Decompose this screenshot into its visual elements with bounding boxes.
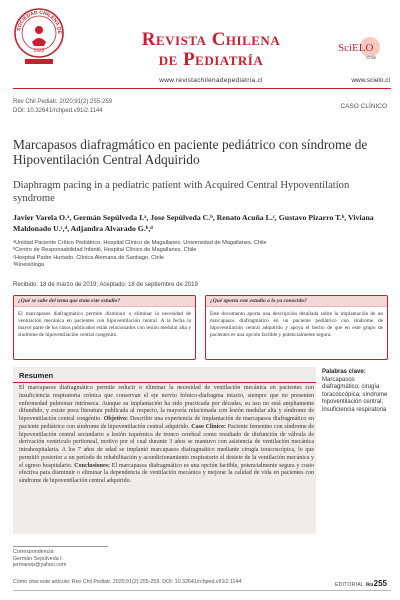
contribution-body: Este documento aporta una descripción detallada sobre la implantación de un marcapasos diafragmático en un paciente pediátrico con síndrome de hipoventilación central adquirido y apoya el hecho de que en este grupo de pacientes es una opción factible y potencialmente segura.	[210, 311, 383, 338]
journal-reference: Rev Chil Pediatr. 2020;91(2):255-259	[13, 99, 113, 105]
page-number: 255	[373, 579, 387, 588]
abstract-divider	[13, 382, 316, 383]
svg-text:SOCIEDAD CHILENA DE PEDIATRIA: SOCIEDAD CHILENA DE	[16, 9, 63, 35]
contribution-heading: ¿Qué aporta este estudio a lo ya conocido?	[206, 296, 387, 307]
article-title-english: Diaphragm pacing in a pediatric patient with Acquired Central Hypoventilation syndrome	[13, 180, 350, 204]
journal-url[interactable]: www.revistachilenadepediatria.cl	[159, 77, 263, 84]
contribution-box	[205, 295, 388, 360]
affiliation-item: ᵃUnidad Paciente Crítico Pediátrico, Hospital Clínico de Magallanes. Universidad de Magallanes. Chile	[13, 240, 267, 246]
correspondence-block	[13, 549, 66, 569]
affiliation-item: ᵈKinesióloga	[13, 262, 45, 269]
keywords-panel	[322, 367, 394, 414]
svg-text:SciELO: SciELO	[338, 42, 374, 54]
header-divider	[13, 88, 391, 89]
section-label: CASO CLÍNICO	[340, 103, 387, 110]
journal-title: Revista Chilena de Pediatría	[141, 29, 281, 70]
svg-text:Chile: Chile	[366, 55, 377, 60]
received-accepted-dates: Recibido: 18 de marzo de 2019; Aceptado: 18 de septiembre de 2019	[13, 282, 198, 288]
known-topic-body: El marcapasos diafragmático permite disminuir o eliminar la necesidad de ventilación mecánica en pacientes con hipoventilación central. A la fecha la mayor parte de los casos publicados están relacionados con lesión medular alta y síndrome de hipoventilación central congénito.	[18, 311, 191, 338]
affiliation-item: ᶜHospital Padre Hurtado. Clínica Alemana de Santiago. Chile	[13, 254, 164, 261]
publisher-logo: EDITORIAL iku	[335, 582, 374, 588]
correspondence-email[interactable]: jermanep@yahoo.com	[13, 562, 67, 569]
scielo-logo	[336, 34, 384, 64]
objective-label: Objetivo:	[103, 416, 129, 422]
known-topic-box	[13, 295, 196, 360]
society-seal-logo	[13, 6, 65, 66]
abstract-heading: Resumen	[19, 371, 54, 380]
article-title-spanish: Marcapasos diafragmático en paciente pediátrico con síndrome de Hipoventilación Central Adquirido	[13, 137, 368, 167]
abstract-body: El marcapasos diafragmático permite reducir o eliminar la necesidad de ventilación mecánica en pacientes con insuficiencia respiratoria crónica que conservan el eje nervio frénico-diafragma intacto, siempre que no presenten enfermedad pulmonar intrínseca. Aunque su implantación ha sido practicada por décadas, su uso no está ampliamente difundido, y existe poca literatura publicada al respecto, la mayoría relacionada con lesión medular alta y síndrome de hipoventilación central congénito. Objetivo: Describir una experiencia de implantación de marcapasos diafragmático en paciente pediátrico con síndrome de hipoventilación central adquirido. Caso Clínico: Paciente femenino con síndrome de hipoventilación central secundario a lesión isquémica de tronco cerebral como resultado de disfunción de válvula de derivación ventrículo peritoneal, motivo por el cual durante 3 años se mantuvo con asistencia de ventilación mecánica intrahospitalaria. A los 7 años de edad se implantó marcapasos diafragmático mediante cirugía toracoscópica, lo que permitió posterior a un período de rehabilitación y acondicionamiento respiratorio el destete de la ventilación mecánica y el egreso hospitalario. Conclusiones: El marcapasos diafragmático es una opción factible, potencialmente segura y costo efectiva para disminuir o eliminar la dependencia de ventilación mecánica y mejorar la calidad de vida en pacientes con síndrome de hipoventilación central adquirido.	[19, 385, 315, 484]
correspondence-name: Germán Sepúlveda I.	[13, 555, 64, 562]
footer-divider	[13, 590, 391, 591]
conclusion-label: Conclusiones:	[74, 462, 110, 469]
author-list: Javier Varela O.ᵃ, Germán Sepúlveda I.ᵃ, Jose Sepúlveda C.ᵇ, Renato Acuña L.ᶜ, Gustavo Pizarro T.ᵇ, Viviana Maldonado U.ᶜ,ᵈ, Adjandra Alvarado G.ᵇ,ᵈ	[13, 213, 374, 233]
journal-header	[0, 0, 400, 95]
how-to-cite: Cómo citar este artículo: Rev Chil Pediatr. 2020;91(2):255-259. DOI: 10.32641/rchped.v91i2.1144	[13, 579, 242, 585]
citation-block	[13, 98, 112, 115]
keywords-heading: Palabras clave:	[322, 369, 366, 375]
doi-link[interactable]: DOI: 10.32641/rchped.v91i2.1144	[13, 107, 103, 114]
correspondence-label: Correspondencia:	[13, 549, 55, 555]
case-label: Caso Clínico:	[191, 423, 226, 430]
known-topic-heading: ¿Qué se sabe del tema que trata este estudio?	[14, 296, 195, 307]
affiliation-item: ᵇCentro de Responsabilidad Infantil, Hospital Clínico de Magallanes. Chile	[13, 247, 197, 254]
keywords-list: Marcapasos diafragmático; cirugía toracoscópica; síndrome hipoventilación central; insuficiencia respiratoria	[322, 377, 388, 413]
footnote-divider	[13, 546, 108, 547]
scielo-url[interactable]: www.scielo.cl	[351, 77, 390, 84]
abstract-section	[13, 367, 316, 534]
affiliation-list	[13, 240, 383, 270]
svg-text:1922: 1922	[33, 48, 45, 54]
